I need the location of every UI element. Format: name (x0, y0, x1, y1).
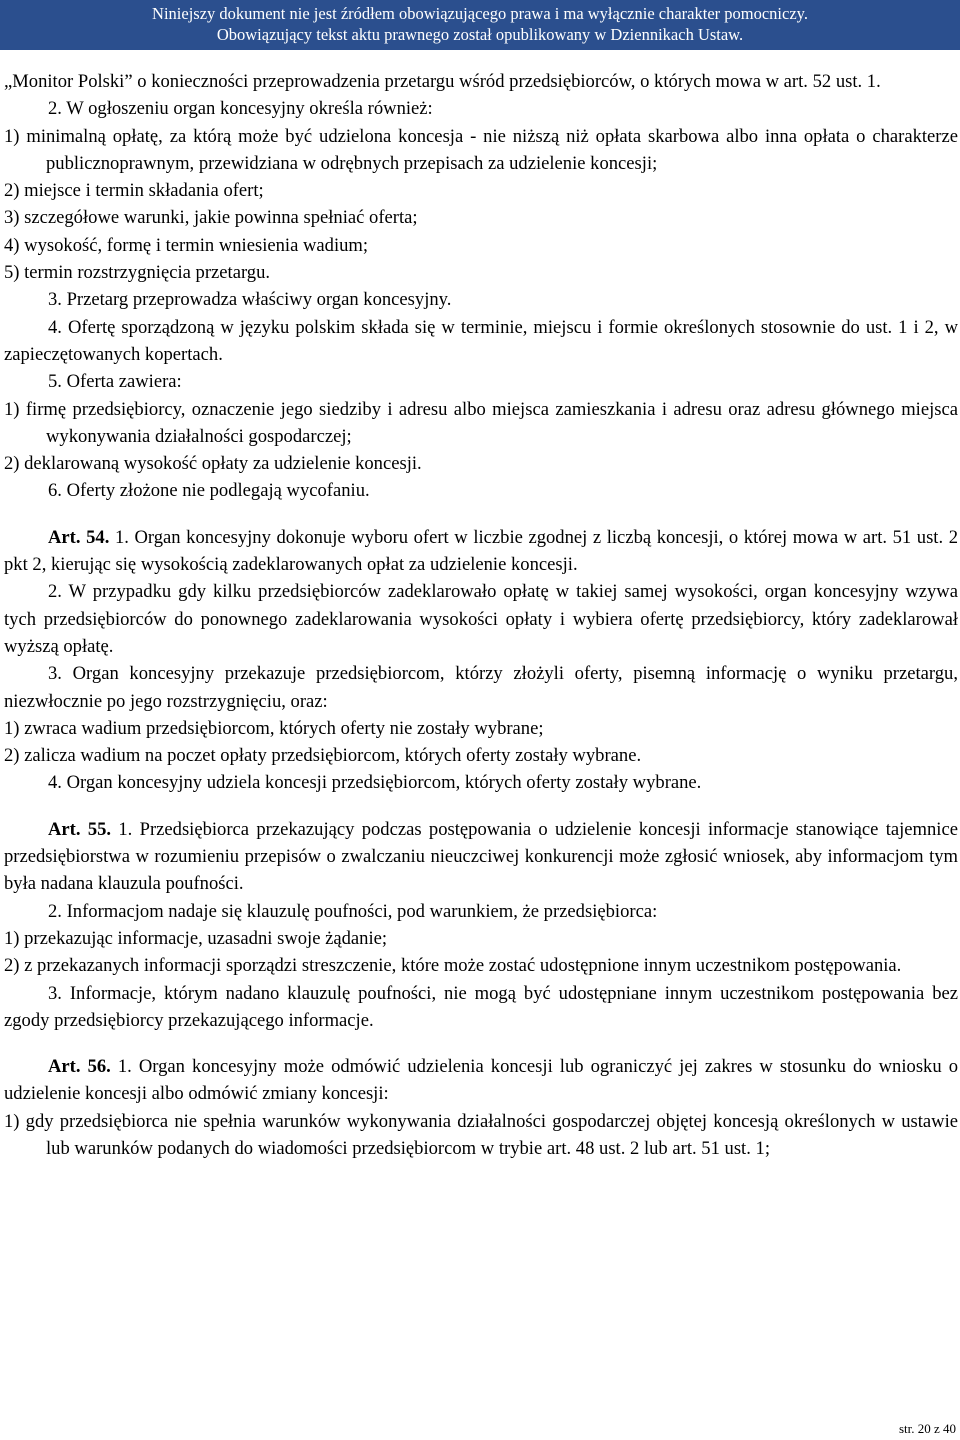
list-item: 3) szczegółowe warunki, jakie powinna spełniać oferta; (4, 207, 418, 229)
article-56 (4, 1053, 958, 1108)
paragraph: 3. Przetarg przeprowadza właściwy organ koncesyjny. (48, 289, 452, 311)
paragraph-text: 1. Przedsiębiorca przekazujący podczas postępowania o udzielenie koncesji informacje stanowiące tajemnice przedsiębiorstwa w rozumieniu przepisów o zwalczaniu nieuczciwej konkurencji może zgłosić wniosek, aby informacjom tym była nadana klauzula poufności. (4, 818, 958, 895)
list-item: 1) minimalną opłatę, za którą może być udzielona koncesja - nie niższą niż opłata skarbowa albo inna opłata o charakterze publicznoprawnym, przewidziana w odrębnych przepisach za udzielenie koncesji; (4, 125, 958, 174)
page-number: str. 20 z 40 (898, 1421, 956, 1436)
paragraph: 2. W ogłoszeniu organ koncesyjny określa również: (48, 98, 433, 120)
disclaimer-line-2: Obowiązujący tekst aktu prawnego został opublikowany w Dziennikach Ustaw. (216, 25, 744, 44)
article-label: Art. 56. (48, 1056, 111, 1078)
article-54 (4, 524, 958, 579)
list-item: 5) termin rozstrzygnięcia przetargu. (4, 262, 271, 284)
list-item: 2) zalicza wadium na poczet opłaty przedsiębiorcom, których oferty zostały wybrane. (4, 745, 642, 767)
list-item: 4) wysokość, formę i termin wniesienia wadium; (4, 234, 369, 256)
paragraph-text: 1. Organ koncesyjny może odmówić udzielenia koncesji lub ograniczyć jej zakres w stosunku do wniosku o udzielenie koncesji albo odmówić zmiany koncesji: (4, 1056, 958, 1105)
article-label: Art. 55. (48, 818, 112, 840)
paragraph: 3. Informacje, którym nadano klauzulę poufności, nie mogą być udostępniane innym uczestnikom postępowania bez zgody przedsiębiorcy przekazującego informacje. (4, 982, 958, 1031)
list-item: 2) miejsce i termin składania ofert; (4, 180, 264, 202)
list-item: 1) zwraca wadium przedsiębiorcom, których oferty nie zostały wybrane; (4, 717, 544, 739)
paragraph: 2. W przypadku gdy kilku przedsiębiorców zadeklarowało opłatę w takiej samej wysokości, organ koncesyjny wzywa tych przedsiębiorców do ponownego zadeklarowania wysokości opłaty i wybiera ofertę przedsiębiorcy, który zadeklarował wyższą opłatę. (4, 581, 958, 657)
disclaimer-banner (0, 0, 960, 50)
list-item: 2) deklarowaną wysokość opłaty za udzielenie koncesji. (4, 453, 422, 475)
article-label: Art. 54. (48, 526, 110, 548)
spacer (4, 1034, 958, 1053)
paragraph: 5. Oferta zawiera: (48, 371, 182, 393)
article-55 (4, 816, 958, 898)
paragraph: 6. Oferty złożone nie podlegają wycofaniu. (48, 480, 370, 502)
list-item: 2) z przekazanych informacji sporządzi streszczenie, które może zostać udostępnione innym uczestnikom postępowania. (4, 955, 902, 977)
list-item: 1) firmę przedsiębiorcy, oznaczenie jego siedziby i adresu albo miejsca zamieszkania i adresu oraz adresu głównego miejsca wykonywania działalności gospodarczej; (4, 398, 958, 447)
paragraph: 4. Ofertę sporządzoną w języku polskim składa się w terminie, miejscu i formie określonych stosownie do ust. 1 i 2, w zapieczętowanych kopertach. (4, 316, 958, 365)
paragraph: 2. Informacjom nadaje się klauzulę poufności, pod warunkiem, że przedsiębiorca: (48, 900, 658, 922)
paragraph: „Monitor Polski” o konieczności przeprowadzenia przetargu wśród przedsiębiorców, o których mowa w art. 52 ust. 1. (4, 71, 881, 92)
disclaimer-line-1: Niniejszy dokument nie jest źródłem obowiązującego prawa i ma wyłącznie charakter pomocniczy. (152, 4, 808, 23)
spacer (4, 505, 958, 524)
paragraph: 3. Organ koncesyjny przekazuje przedsiębiorcom, którzy złożyli oferty, pisemną informację o wyniku przetargu, niezwłocznie po jego rozstrzygnięciu, oraz: (4, 663, 958, 712)
spacer (4, 797, 958, 816)
list-item: 1) przekazując informacje, uzasadni swoje żądanie; (4, 927, 388, 949)
paragraph: 4. Organ koncesyjny udziela koncesji przedsiębiorcom, których oferty zostały wybrane. (48, 772, 702, 794)
list-item: 1) gdy przedsiębiorca nie spełnia warunków wykonywania działalności gospodarczej objętej koncesją określonych w ustawie lub warunków podanych do wiadomości przedsiębiorcom w trybie art. 48 ust. 2 lub art. 51 ust. 1; (4, 1110, 958, 1159)
document-body (4, 68, 958, 1162)
paragraph-text: 1. Organ koncesyjny dokonuje wyboru ofert w liczbie zgodnej z liczbą koncesji, o której mowa w art. 51 ust. 2 pkt 2, kierując się wysokością zadeklarowanych opłat za udzielenie koncesji. (4, 526, 958, 576)
